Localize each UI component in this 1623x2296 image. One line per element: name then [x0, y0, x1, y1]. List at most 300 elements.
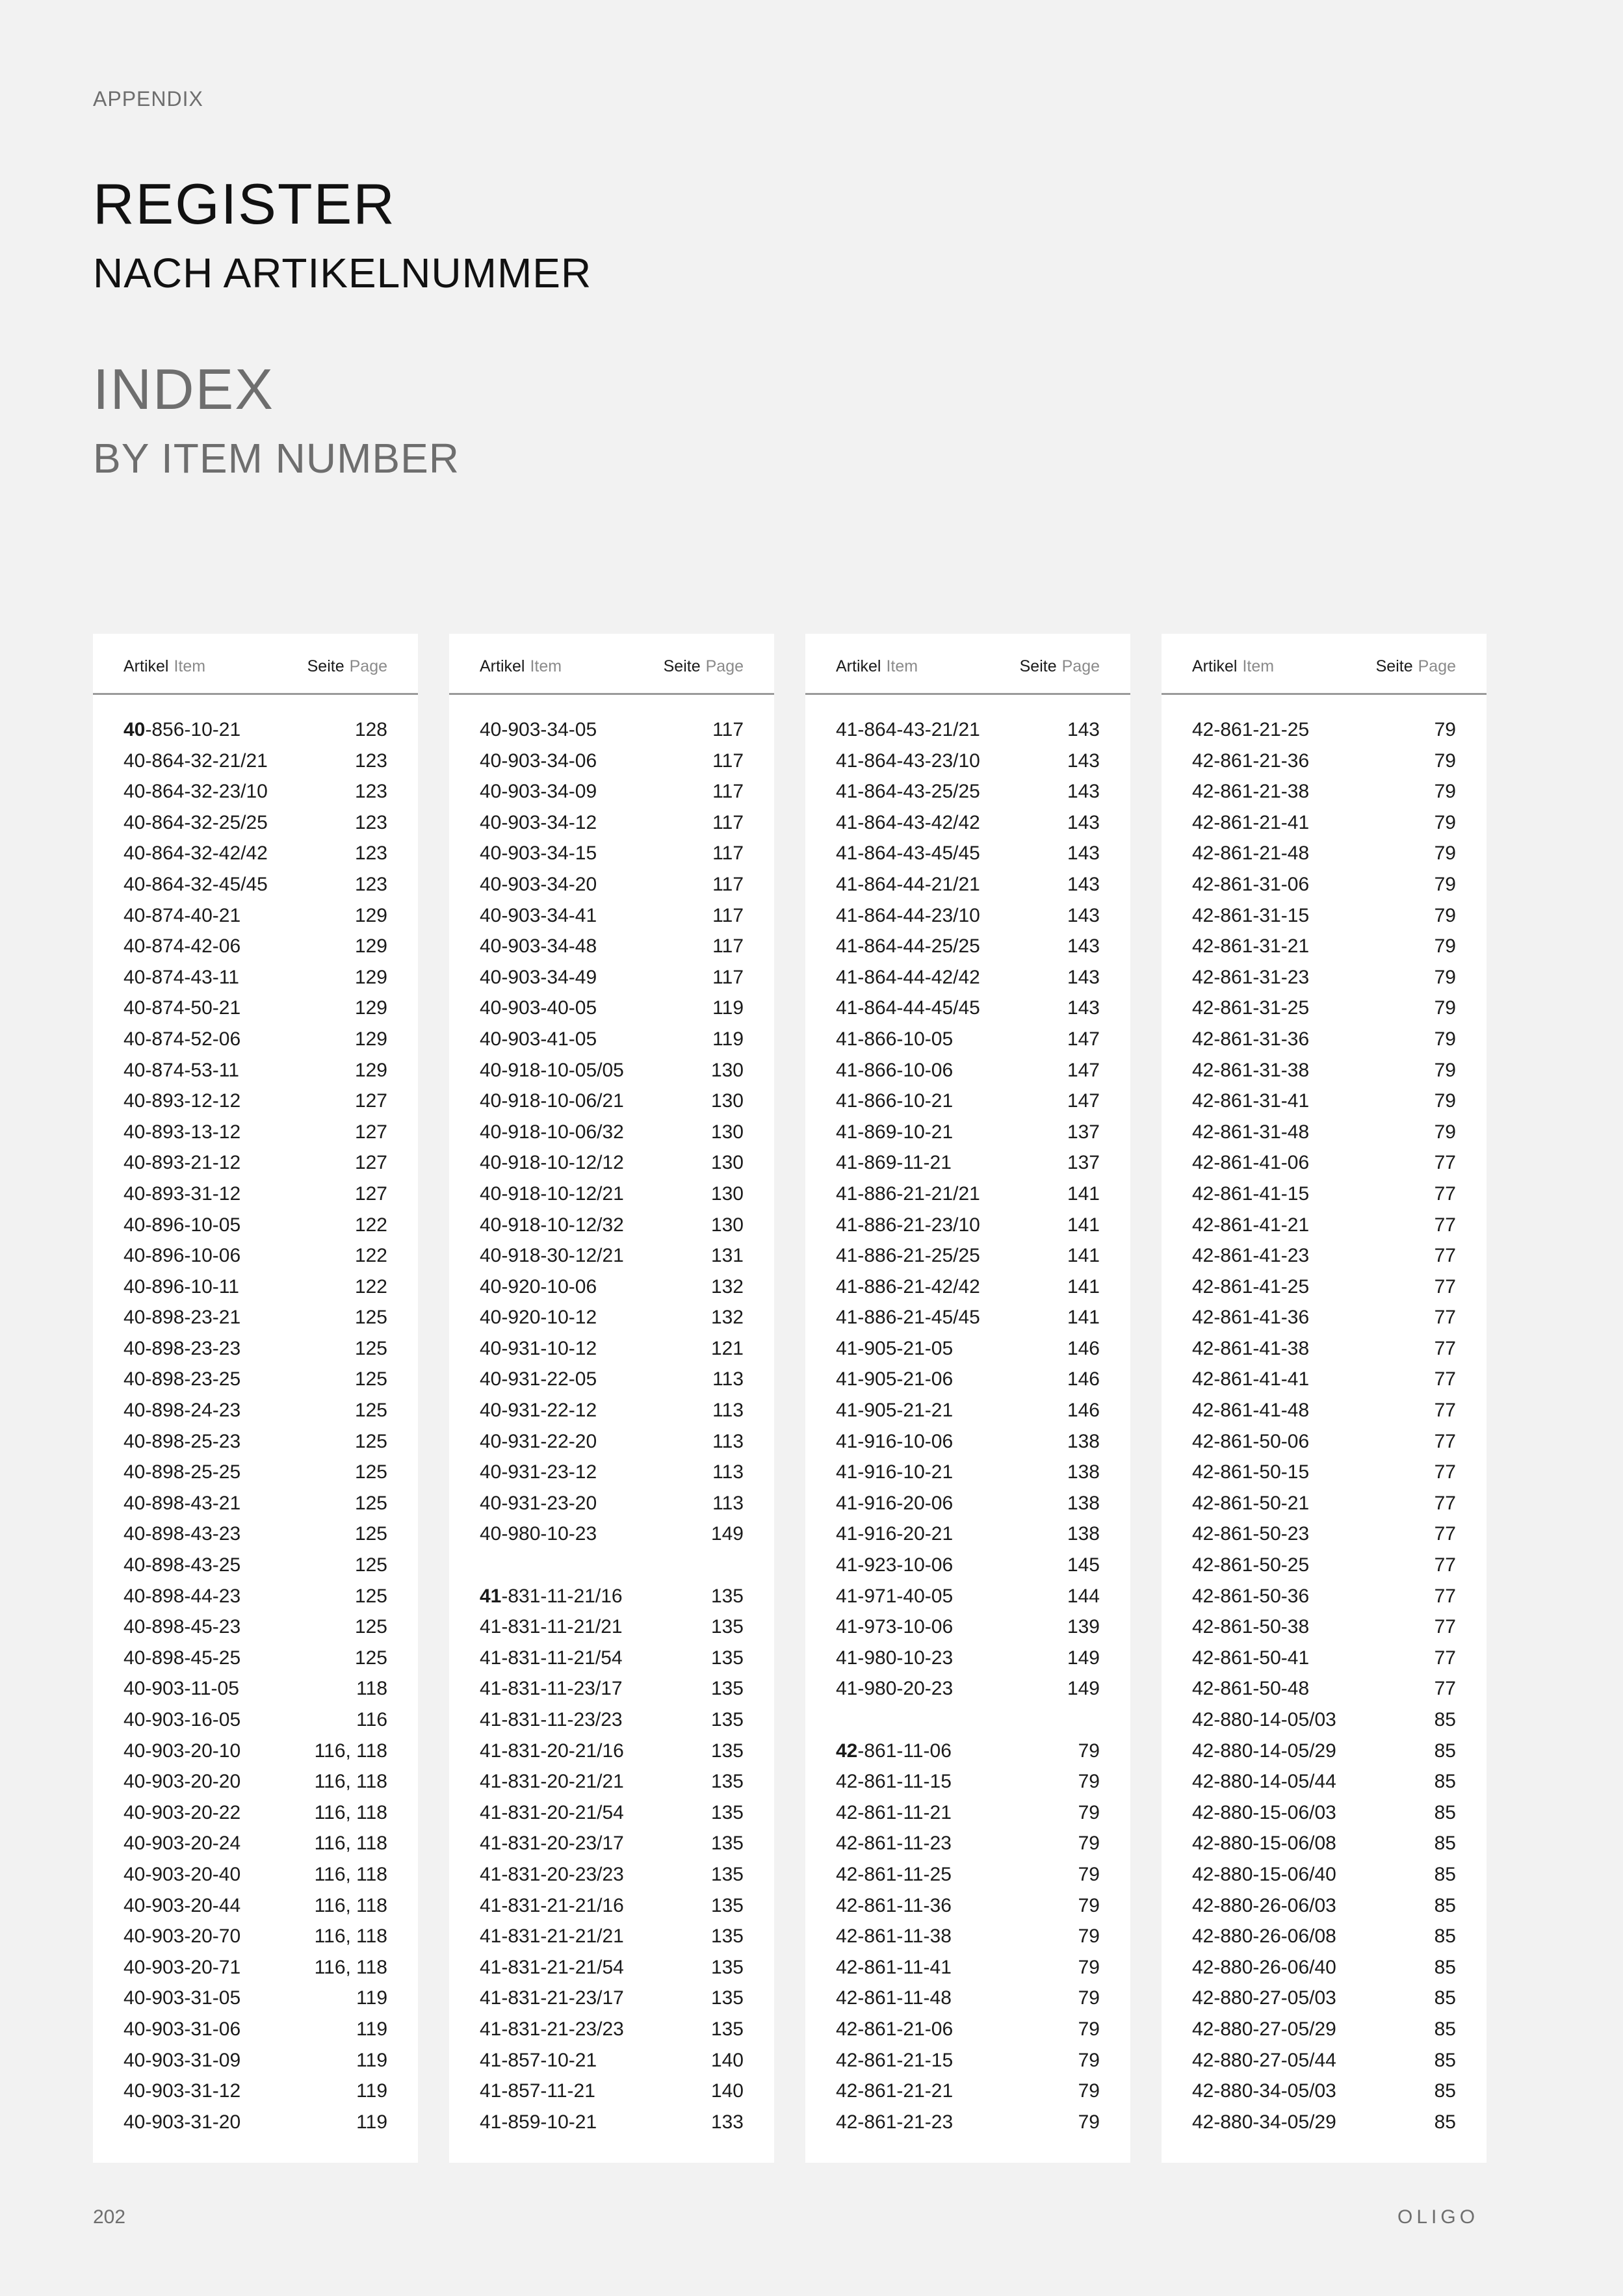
item-code: 40-896-10-11: [123, 1275, 239, 1298]
item-header: [836, 657, 918, 676]
item-number: [1192, 1086, 1309, 1117]
item-number: [836, 807, 980, 839]
item-code: 40-931-22-20: [480, 1430, 597, 1452]
table-row: [123, 1055, 387, 1086]
item-code: 40-903-34-12: [480, 811, 597, 833]
page-reference: 135: [710, 1987, 744, 2009]
page-reference: 123: [354, 842, 387, 865]
item-number: [1192, 1704, 1336, 1736]
title-german: REGISTER: [93, 172, 396, 236]
item-code: 40-896-10-06: [123, 1245, 241, 1267]
page-reference: 137: [1067, 1152, 1100, 1174]
item-number: [1192, 1519, 1309, 1550]
item-code: 42-861-50-15: [1192, 1461, 1310, 1483]
item-number: [836, 1519, 953, 1550]
item-number: [123, 2076, 240, 2107]
item-number: [480, 1890, 624, 1922]
item-number: [123, 1272, 239, 1303]
page-reference: 119: [712, 1028, 744, 1050]
page-reference: 135: [710, 1647, 744, 1669]
table-row: [1192, 1766, 1456, 1797]
table-row: [480, 1179, 744, 1210]
item-number: [123, 776, 268, 807]
item-code: 42-861-21-21: [836, 2080, 954, 2102]
item-code: 41-831-20-21/21: [480, 1771, 624, 1793]
item-code: 42-861-41-36: [1192, 1307, 1310, 1329]
page-header-de: Seite: [1019, 657, 1057, 675]
item-code: 42-861-11-25: [836, 1863, 952, 1885]
item-code: 42-880-26-06/03: [1192, 1894, 1336, 1916]
table-row: [123, 2076, 387, 2107]
page-reference: 85: [1434, 2018, 1456, 2040]
item-code: 41-980-20-23: [836, 1678, 954, 1700]
page-reference: 143: [1067, 750, 1100, 772]
item-number: [836, 1333, 953, 1364]
table-row: [836, 1395, 1100, 1426]
table-row: [1192, 1797, 1456, 1829]
item-number: [480, 1147, 624, 1179]
table-row: [123, 1364, 387, 1395]
page-reference: 119: [356, 2049, 387, 2071]
item-code: 42-861-31-36: [1192, 1028, 1310, 1050]
table-row: [1192, 1921, 1456, 1952]
page-reference: 141: [1067, 1182, 1100, 1205]
item-number: [836, 1055, 953, 1086]
item-code: 42-880-14-05/44: [1192, 1771, 1336, 1793]
page-reference: 79: [1434, 1028, 1456, 1050]
table-row: [480, 1983, 744, 2014]
item-number: [123, 1457, 240, 1488]
table-row: [123, 838, 387, 869]
page-reference: 79: [1434, 842, 1456, 865]
item-number: [1192, 1581, 1309, 1612]
item-number: [123, 807, 268, 839]
item-code: 40-864-32-21/21: [123, 750, 268, 772]
item-number: [1192, 869, 1309, 900]
page-reference: 135: [710, 1585, 744, 1607]
page-reference: 143: [1067, 719, 1100, 740]
table-row: [123, 1921, 387, 1952]
page-reference: 119: [356, 2111, 387, 2133]
item-code: 42-861-11-48: [836, 1987, 952, 2009]
page-reference: 85: [1434, 1956, 1456, 1978]
item-number: [123, 1797, 240, 1829]
table-row: [1192, 2045, 1456, 2076]
item-code: 40-931-22-12: [480, 1400, 597, 1422]
page-reference: 123: [354, 873, 387, 895]
item-code: 40-931-23-12: [480, 1461, 597, 1483]
item-code: 42-861-50-36: [1192, 1585, 1310, 1607]
table-row: [1192, 1147, 1456, 1179]
item-number: [836, 1086, 953, 1117]
item-number: [1192, 1643, 1309, 1674]
item-code: 41-869-11-21: [836, 1152, 952, 1174]
item-header-de: Artikel: [1192, 657, 1238, 675]
item-number: [123, 1736, 240, 1767]
page-reference: 85: [1434, 2111, 1456, 2133]
item-number: [480, 1179, 624, 1210]
table-row: [836, 807, 1100, 839]
page-reference: 138: [1067, 1523, 1100, 1545]
page-reference: 77: [1434, 1554, 1456, 1576]
item-number: [480, 1611, 623, 1643]
page-reference: 79: [1434, 1059, 1456, 1081]
item-code: 41-916-10-06: [836, 1430, 954, 1452]
table-row: [123, 1859, 387, 1890]
item-code: 42-880-27-05/03: [1192, 1987, 1336, 2009]
item-number: [836, 1024, 953, 1055]
item-code: 40-903-34-20: [480, 873, 597, 895]
table-row: [1192, 1364, 1456, 1395]
page-reference: 140: [710, 2049, 744, 2071]
item-number: [836, 1797, 952, 1829]
table-row: [480, 1395, 744, 1426]
table-row: [480, 1704, 744, 1736]
item-code: 42-861-11-41: [836, 1956, 952, 1978]
item-code: 42-861-31-23: [1192, 966, 1310, 988]
table-row: [836, 1179, 1100, 1210]
table-row: [836, 2076, 1100, 2107]
item-code: 40-898-44-23: [123, 1585, 241, 1607]
item-number: [1192, 1364, 1309, 1395]
page-reference: 125: [354, 1616, 387, 1638]
page-reference: 135: [710, 1833, 744, 1855]
table-row: [480, 807, 744, 839]
page-reference: 135: [710, 1709, 744, 1730]
page-reference: 147: [1067, 1028, 1100, 1050]
item-code: 42-880-34-05/03: [1192, 2080, 1336, 2102]
table-row: [123, 1673, 387, 1704]
item-number: [836, 2045, 953, 2076]
item-header-de: Artikel: [480, 657, 525, 675]
item-number: [836, 1426, 953, 1457]
item-number: [480, 1302, 597, 1333]
item-code: 42-880-27-05/29: [1192, 2018, 1336, 2040]
page-reference: 77: [1434, 1307, 1456, 1329]
item-number: [836, 1581, 953, 1612]
item-header-en: Item: [886, 657, 918, 675]
page-reference: 122: [354, 1275, 387, 1298]
page-reference: 129: [354, 997, 387, 1019]
item-code: 40-898-24-23: [123, 1400, 241, 1422]
page-reference: 130: [710, 1059, 744, 1081]
table-row: [480, 1797, 744, 1829]
page-reference: 113: [712, 1400, 744, 1422]
page-reference: 113: [712, 1368, 744, 1390]
item-header-de: Artikel: [836, 657, 881, 675]
page-reference: 133: [710, 2111, 744, 2133]
item-number: [123, 1302, 240, 1333]
item-code: 40-903-31-12: [123, 2080, 241, 2102]
item-code: 41-973-10-06: [836, 1616, 954, 1638]
table-row: [123, 1024, 387, 1055]
page-reference: 146: [1067, 1400, 1100, 1422]
page-header-de: Seite: [1375, 657, 1413, 675]
page-reference: 127: [354, 1121, 387, 1143]
table-row: [1192, 1550, 1456, 1581]
table-row: [1192, 807, 1456, 839]
item-number: [1192, 1333, 1309, 1364]
table-row: [480, 1364, 744, 1395]
column-header: [449, 634, 774, 695]
page-reference: 144: [1067, 1585, 1100, 1607]
item-code: 40-920-10-06: [480, 1275, 597, 1298]
page-reference: 77: [1434, 1430, 1456, 1452]
item-number: [836, 993, 980, 1024]
table-row: [836, 1797, 1100, 1829]
item-code: 40-903-34-49: [480, 966, 597, 988]
item-code: 41-980-10-23: [836, 1647, 954, 1669]
page-reference: 77: [1434, 1492, 1456, 1514]
page-reference: 79: [1434, 719, 1456, 740]
table-row: [480, 776, 744, 807]
item-code: 41-831-20-21/54: [480, 1801, 624, 1823]
item-number: [123, 1395, 240, 1426]
table-row: [1192, 2107, 1456, 2138]
table-row: [1192, 1736, 1456, 1767]
table-row: [480, 2076, 744, 2107]
item-number: [123, 1055, 239, 1086]
brand-logo: OLIGO: [1397, 2206, 1479, 2228]
item-code: 40-898-23-25: [123, 1368, 241, 1390]
item-code: 40-864-32-25/25: [123, 811, 268, 833]
page-reference: 79: [1078, 1987, 1100, 2009]
item-number: [836, 1364, 953, 1395]
item-prefix: 40: [123, 719, 146, 740]
item-code: 40-864-32-42/42: [123, 842, 268, 865]
item-number: [480, 900, 597, 932]
table-row: [123, 1426, 387, 1457]
table-row: [123, 993, 387, 1024]
table-row: [836, 1890, 1100, 1922]
table-row: [1192, 1179, 1456, 1210]
table-row: [480, 1426, 744, 1457]
table-row: [836, 838, 1100, 869]
page-number: 202: [93, 2206, 126, 2228]
item-number: [836, 1736, 952, 1767]
item-number: [480, 2014, 624, 2045]
item-number: [480, 1673, 623, 1704]
item-number: [836, 1611, 953, 1643]
index-column-2: [449, 634, 774, 2163]
page-reference: 127: [354, 1090, 387, 1112]
page-reference: 137: [1067, 1121, 1100, 1143]
page-reference: 85: [1434, 1771, 1456, 1793]
page-reference: 85: [1434, 1709, 1456, 1730]
item-number: [123, 1024, 240, 1055]
table-row: [480, 2107, 744, 2138]
item-number: [123, 1488, 240, 1519]
table-row: [836, 1488, 1100, 1519]
table-row: [480, 1581, 744, 1612]
item-number: [123, 2045, 240, 2076]
item-number: [123, 1859, 240, 1890]
page-reference: 85: [1434, 1894, 1456, 1916]
item-number: [123, 1952, 240, 1983]
item-number: [1192, 2045, 1336, 2076]
item-code: 42-880-15-06/08: [1192, 1833, 1336, 1855]
page-reference: 119: [356, 1987, 387, 2009]
item-number: [1192, 1921, 1336, 1952]
item-number: [836, 931, 980, 962]
table-row: [1192, 714, 1456, 746]
item-code: 40-903-34-05: [480, 719, 597, 740]
item-code: 40-898-45-25: [123, 1647, 241, 1669]
item-code: 41-864-43-42/42: [836, 811, 980, 833]
page-reference: 77: [1434, 1585, 1456, 1607]
item-code: 42-861-50-06: [1192, 1430, 1310, 1452]
table-row: [1192, 1952, 1456, 1983]
page-reference: 117: [712, 842, 744, 865]
table-row: [836, 1673, 1100, 1704]
table-row: [480, 1457, 744, 1488]
page-reference: 79: [1434, 997, 1456, 1019]
table-row: [480, 1086, 744, 1117]
item-number: [480, 1859, 624, 1890]
item-number: [836, 1272, 980, 1303]
table-row: [480, 1488, 744, 1519]
item-number: [836, 1643, 953, 1674]
page-reference: 125: [354, 1523, 387, 1545]
item-code: 42-861-21-15: [836, 2049, 954, 2071]
item-code: 42-880-26-06/40: [1192, 1956, 1336, 1978]
item-code: 41-869-10-21: [836, 1121, 954, 1143]
page-reference: 79: [1434, 750, 1456, 772]
table-row: [1192, 1117, 1456, 1148]
page-reference: 143: [1067, 935, 1100, 958]
item-code: 41-864-44-45/45: [836, 997, 980, 1019]
item-code: 42-861-21-48: [1192, 842, 1310, 865]
table-row: [836, 900, 1100, 932]
page-reference: 79: [1434, 811, 1456, 833]
item-code: 41-831-21-23/23: [480, 2018, 624, 2040]
table-row: [836, 1364, 1100, 1395]
item-number: [1192, 1797, 1336, 1829]
page-reference: 129: [354, 966, 387, 988]
table-row: [836, 1921, 1100, 1952]
page-reference: 143: [1067, 842, 1100, 865]
page-reference: 127: [354, 1152, 387, 1174]
table-row: [480, 1859, 744, 1890]
item-code: 42-861-41-23: [1192, 1245, 1310, 1267]
item-code: 42-861-41-15: [1192, 1182, 1310, 1205]
item-number: [836, 1488, 953, 1519]
table-row: [1192, 838, 1456, 869]
item-number: [1192, 1055, 1309, 1086]
item-code: 40-903-31-05: [123, 1987, 241, 2009]
item-code: 42-880-14-05/29: [1192, 1740, 1336, 1762]
item-code: 42-861-31-06: [1192, 873, 1310, 895]
page-reference: 143: [1067, 966, 1100, 988]
item-code: -831-11-21/16: [501, 1585, 623, 1607]
page-header: [307, 657, 387, 676]
item-number: [1192, 900, 1309, 932]
item-code: 41-905-21-06: [836, 1368, 954, 1390]
table-row: [480, 1240, 744, 1272]
item-code: 40-893-13-12: [123, 1121, 241, 1143]
item-code: 42-861-50-48: [1192, 1678, 1310, 1700]
item-code: 41-831-20-23/23: [480, 1863, 624, 1885]
table-row: [123, 1643, 387, 1674]
table-row: [480, 2045, 744, 2076]
item-code: 40-903-20-40: [123, 1863, 241, 1885]
page-reference: 79: [1434, 873, 1456, 895]
item-number: [480, 1055, 624, 1086]
page-reference: 125: [354, 1461, 387, 1483]
table-row: [836, 1086, 1100, 1117]
item-code: 42-861-50-23: [1192, 1523, 1310, 1545]
item-number: [836, 1302, 980, 1333]
table-row: [480, 993, 744, 1024]
item-code: 40-864-32-23/10: [123, 781, 268, 803]
table-row: [1192, 1272, 1456, 1303]
table-row: [1192, 1302, 1456, 1333]
page-reference: 77: [1434, 1616, 1456, 1638]
item-code: 40-903-34-06: [480, 750, 597, 772]
table-row: [836, 1272, 1100, 1303]
item-number: [123, 1550, 240, 1581]
table-row: [1192, 1519, 1456, 1550]
item-code: 42-861-31-48: [1192, 1121, 1310, 1143]
item-number: [123, 1117, 240, 1148]
table-row: [480, 1921, 744, 1952]
item-number: [480, 931, 597, 962]
page-reference: 129: [354, 904, 387, 926]
table-row: [836, 993, 1100, 1024]
item-code: 41-866-10-06: [836, 1059, 954, 1081]
item-code: 40-898-45-23: [123, 1616, 241, 1638]
item-code: 41-831-11-23/17: [480, 1678, 623, 1700]
table-row: [836, 1210, 1100, 1241]
item-number: [1192, 2076, 1336, 2107]
page-reference: 140: [710, 2080, 744, 2102]
page-reference: 143: [1067, 904, 1100, 926]
page-reference: 121: [710, 1337, 744, 1359]
item-code: 40-903-20-71: [123, 1956, 241, 1978]
table-row: [836, 1426, 1100, 1457]
item-code: 42-880-27-05/44: [1192, 2049, 1336, 2071]
page-reference: 125: [354, 1430, 387, 1452]
item-header: [1192, 657, 1274, 676]
table-row: [1192, 2076, 1456, 2107]
table-row: [1192, 993, 1456, 1024]
item-code: 40-874-40-21: [123, 904, 241, 926]
item-number: [480, 1766, 624, 1797]
item-code: 41-831-21-21/16: [480, 1894, 624, 1916]
item-number: [123, 1921, 240, 1952]
item-number: [836, 746, 980, 777]
item-number: [836, 1457, 953, 1488]
item-code: 42-880-14-05/03: [1192, 1709, 1336, 1730]
column-header: [805, 634, 1130, 695]
page-reference: 117: [712, 966, 744, 988]
page-reference: 79: [1078, 1833, 1100, 1855]
page-reference: 77: [1434, 1678, 1456, 1700]
page-reference: 117: [712, 873, 744, 895]
item-number: [480, 1457, 597, 1488]
page-reference: 138: [1067, 1461, 1100, 1483]
page-reference: 143: [1067, 811, 1100, 833]
item-code: 42-861-31-38: [1192, 1059, 1310, 1081]
table-row: [123, 1766, 387, 1797]
item-number: [836, 1890, 952, 1922]
page-reference: 135: [710, 1925, 744, 1948]
title-english: INDEX: [93, 357, 274, 421]
page-reference: 128: [354, 719, 387, 740]
item-code: 41-886-21-21/21: [836, 1182, 980, 1205]
page-reference: 79: [1078, 1740, 1100, 1762]
page-reference: 77: [1434, 1647, 1456, 1669]
